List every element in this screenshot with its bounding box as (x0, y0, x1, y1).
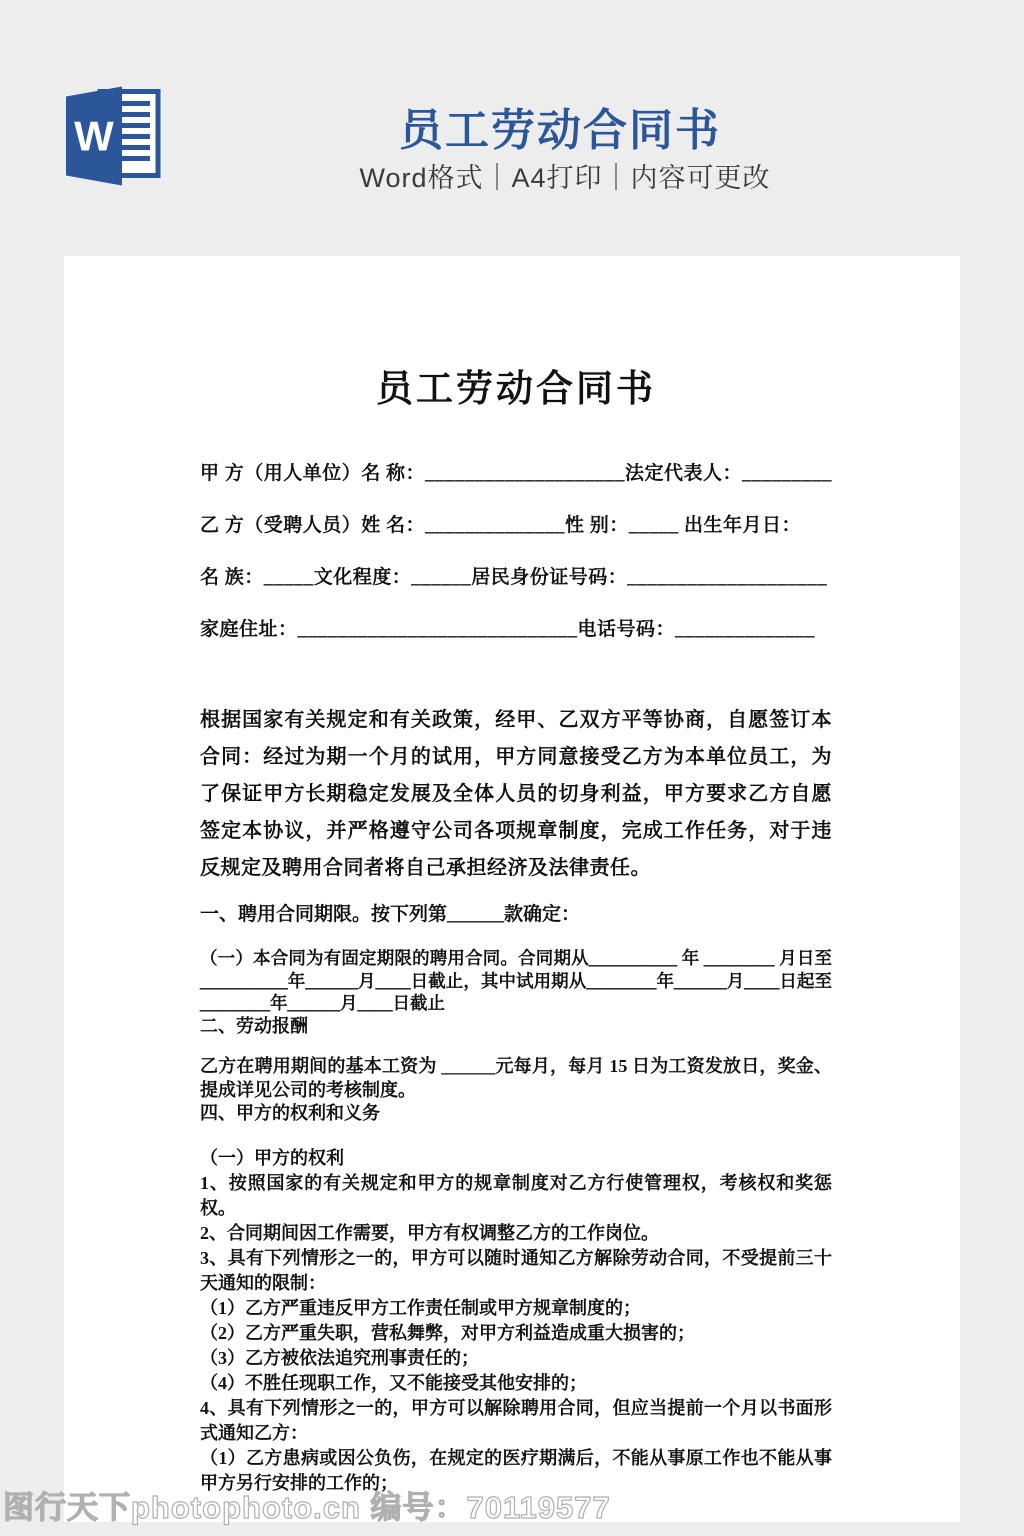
word-icon-letter: W (74, 112, 114, 160)
clause-4-subheading: （一）甲方的权利 (200, 1147, 344, 1168)
clause-item: 4、具有下列情形之一的，甲方可以解除聘用合同，但应当提前一个月以书面形式通知乙方： (200, 1397, 832, 1443)
intro-paragraph: 根据国家有关规定和有关政策，经甲、乙双方平等协商，自愿签订本合同：经过为期一个月的试用，甲方同意接受乙方为本单位员工，为了保证甲方长期稳定发展及全体人员的切身利益，甲方要求乙方自愿签定本协议，并严格遵守公司各项规章制度，完成工作任务，对于违反规定及聘用合同者将自己承担经济及法律责任。 (200, 709, 832, 879)
header (0, 0, 1024, 256)
form-line-address-phone: 家庭住址：____________________________电话号码：______________ (200, 619, 816, 640)
clause-4-heading: 四、甲方的权利和义务 (200, 1103, 380, 1123)
clause-item: （1）乙方患病或因公负伤，在规定的医疗期满后，不能从事原工作也不能从事甲方另行安排的工作的； (200, 1447, 832, 1493)
clause-item: 3、具有下列情形之一的，甲方可以随时通知乙方解除劳动合同，不受提前三十天通知的限制： (200, 1247, 832, 1293)
document-page (64, 256, 960, 1522)
form-line-party-a: 甲 方（用人单位）名 称：____________________法定代表人：_________ (200, 463, 833, 484)
form-line-party-b: 乙 方（受聘人员）姓 名：______________性 别：_____ 出生年月日： (200, 515, 802, 536)
document-title: 员工劳动合同书 (376, 369, 656, 410)
clause-item: 2、合同期间因工作需要，甲方有权调整乙方的工作岗位。 (200, 1222, 659, 1243)
template-subtitle: Word格式｜A4打印｜内容可更改 (359, 163, 771, 193)
template-title: 员工劳动合同书 (399, 106, 721, 155)
clause-2-body: 乙方在聘用期间的基本工资为 ______元每月，每月 15 日为工资发放日，奖金、提成详见公司的考核制度。 (200, 1056, 832, 1100)
clause-item: （2）乙方严重失职，营私舞弊，对甲方利益造成重大损害的； (200, 1322, 695, 1343)
clause-1-body: （一）本合同为有固定期限的聘用合同。合同期从＿＿＿＿＿ 年 ＿＿＿＿ 月日至＿＿＿＿＿年＿＿＿月＿＿日截止，其中试用期从＿＿＿＿年＿＿＿月＿＿日起至＿＿＿＿年＿＿＿月＿＿日截止 (200, 948, 832, 1013)
document-content (200, 256, 832, 1522)
site-watermark: 图行天下photophoto.cn 编号：70119577 (3, 1490, 611, 1525)
party-info-form (200, 448, 832, 656)
form-line-ethnic-id: 名 族：_____文化程度：______居民身份证号码：____________________ (200, 567, 828, 588)
clause-item: （1）乙方严重违反甲方工作责任制或甲方规章制度的； (200, 1297, 641, 1318)
clause-item: 1、按照国家的有关规定和甲方的规章制度对乙方行使管理权，考核权和奖惩权。 (200, 1172, 832, 1218)
clause-1-heading: 一、聘用合同期限。按下列第______款确定： (200, 904, 581, 925)
clause-item: （4）不胜任现职工作，又不能接受其他安排的； (200, 1372, 587, 1393)
clause-item: （3）乙方被依法追究刑事责任的； (200, 1347, 479, 1368)
clause-2-heading: 二、劳动报酬 (200, 1015, 308, 1036)
